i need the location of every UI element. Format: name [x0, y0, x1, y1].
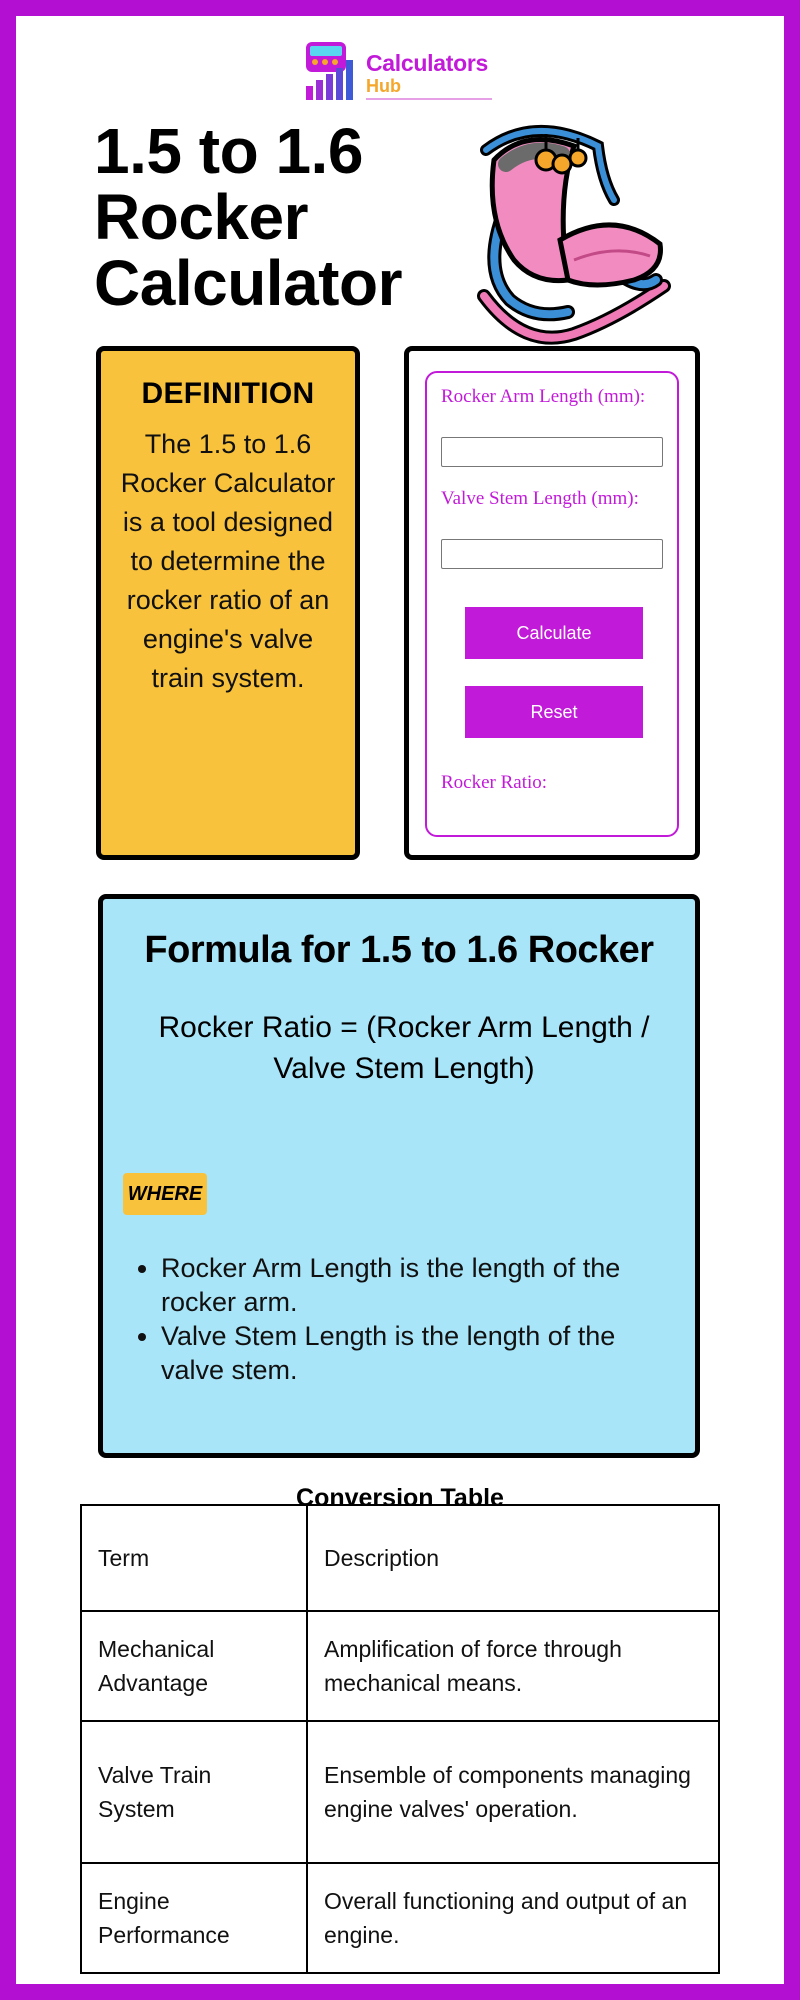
valve-stem-length-input[interactable]	[441, 539, 663, 569]
rocker-ratio-result: Rocker Ratio:	[441, 772, 548, 793]
formula-heading: Formula for 1.5 to 1.6 Rocker	[144, 929, 654, 971]
table-header-cell: Term	[81, 1505, 307, 1611]
definition-card	[96, 346, 360, 860]
table-header-row	[81, 1505, 719, 1611]
conversion-table	[80, 1504, 720, 1974]
rocker-arm-length-label: Rocker Arm Length (mm):	[441, 386, 646, 407]
list-item: • Valve Stem Length is the length of the valve stem.	[161, 1319, 681, 1387]
page-title: 1.5 to 1.6 Rocker Calculator	[94, 115, 402, 319]
list-item: • Rocker Arm Length is the length of the rocker arm.	[161, 1251, 681, 1319]
brand-name-sub: Hub	[366, 76, 401, 96]
table-cell: Mechanical Advantage	[81, 1611, 307, 1721]
formula-card	[98, 894, 700, 1458]
table-header-cell: Description	[307, 1505, 719, 1611]
table-cell: Overall functioning and output of an engine.	[307, 1863, 719, 1973]
table-row	[81, 1863, 719, 1973]
table-cell: Ensemble of components managing engine valves' operation.	[307, 1721, 719, 1863]
table-cell: Engine Performance	[81, 1863, 307, 1973]
bar-chart-logo-icon	[304, 40, 360, 104]
table-cell: Amplification of force through mechanical means.	[307, 1611, 719, 1721]
calculator-card	[404, 346, 700, 860]
rocker-arm-length-input[interactable]	[441, 437, 663, 467]
logo-underline	[366, 98, 492, 100]
brand-logo[interactable]	[304, 40, 504, 106]
reset-button[interactable]: Reset	[465, 686, 643, 738]
formula-equation: Rocker Ratio = (Rocker Arm Length / Valve Stem Length)	[158, 1011, 650, 1085]
where-badge: WHERE	[123, 1173, 207, 1215]
page	[16, 16, 784, 1984]
table-title: Conversion Table	[296, 1484, 504, 1512]
definition-text: The 1.5 to 1.6 Rocker Calculator is a tool designed to determine the rocker ratio of an engine's valve train system.	[120, 429, 336, 693]
valve-stem-length-label: Valve Stem Length (mm):	[441, 488, 639, 509]
table-row	[81, 1721, 719, 1863]
calculate-button[interactable]: Calculate	[465, 607, 643, 659]
table-row	[81, 1611, 719, 1721]
brand-name: Calculators	[366, 50, 488, 76]
definition-heading: DEFINITION	[141, 377, 315, 410]
calculator-form	[425, 371, 679, 837]
baby-rocker-icon	[464, 120, 692, 350]
table-cell: Valve Train System	[81, 1721, 307, 1863]
formula-variables-list	[161, 1251, 681, 1387]
